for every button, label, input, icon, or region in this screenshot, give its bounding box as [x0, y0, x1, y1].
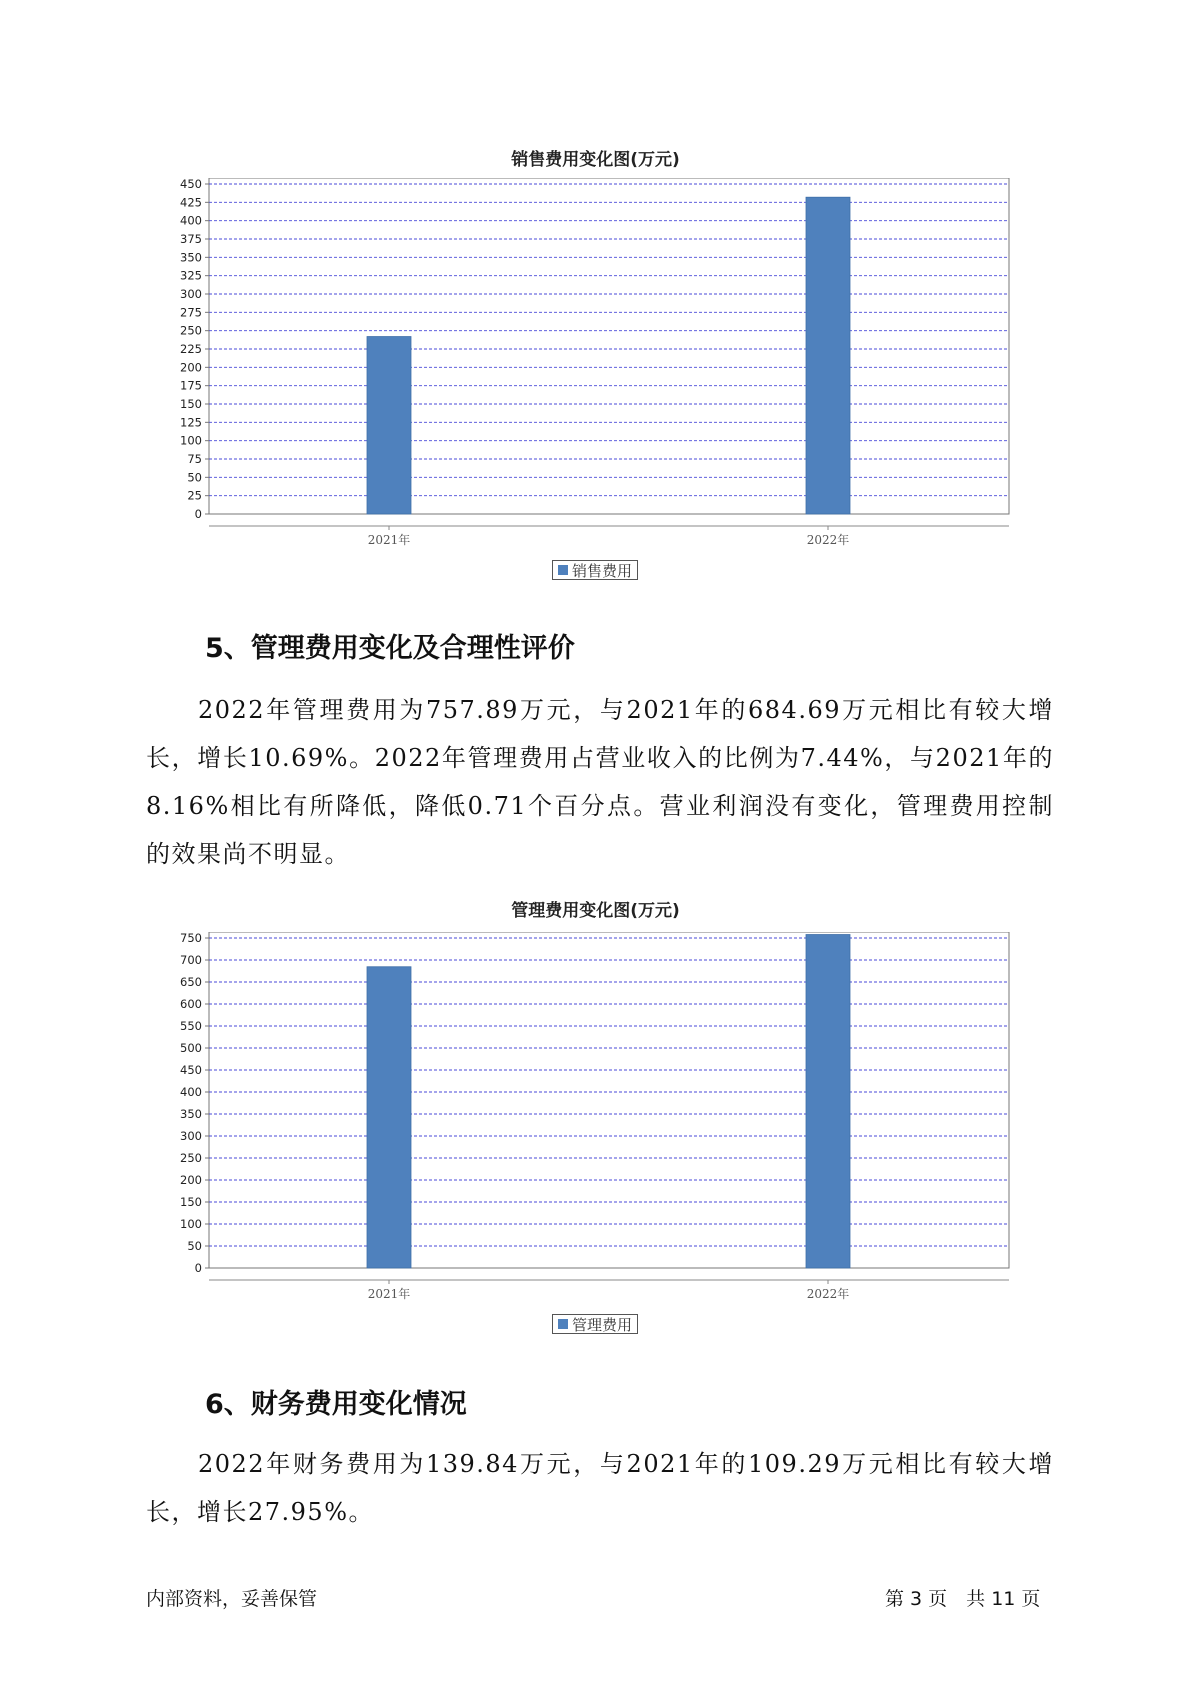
- y-tick-label: 50: [187, 470, 202, 485]
- section6-heading: 6、财务费用变化情况: [205, 1389, 467, 1420]
- chart2-legend: [552, 1314, 638, 1334]
- legend-swatch-icon: [558, 1319, 568, 1329]
- y-tick-label: 425: [180, 195, 202, 210]
- y-tick-label: 350: [180, 1107, 202, 1121]
- y-tick-label: 550: [180, 1019, 202, 1033]
- plot-area: [209, 178, 1009, 514]
- x-tick-label: 2022年: [806, 1287, 850, 1301]
- y-tick-label: 0: [194, 1261, 202, 1275]
- y-tick-label: 25: [187, 488, 202, 503]
- y-tick-label: 500: [180, 1041, 202, 1055]
- section5-heading: 5、管理费用变化及合理性评价: [205, 633, 575, 664]
- section5-paragraph: 2022年管理费用为757.89万元，与2021年的684.69万元相比有较大增长，增长10.69%。2022年管理费用占营业收入的比例为7.44%，与2021年的8.16%相比有所降低，降低0.71个百分点。营业利润没有变化，管理费用控制的效果尚不明显。: [146, 696, 1054, 868]
- y-tick-label: 250: [180, 1151, 202, 1165]
- footer-page-number: 第 3 页 共 11 页: [885, 1588, 1041, 1610]
- chart2-title: 管理费用变化图(万元): [511, 901, 680, 921]
- y-tick-label: 125: [180, 415, 202, 430]
- chart1-legend-label: 销售费用: [572, 561, 633, 580]
- footer-confidential-note: 内部资料，妥善保管: [146, 1588, 318, 1610]
- admin-expense-chart: [0, 932, 1191, 1304]
- chart1-title: 销售费用变化图(万元): [511, 150, 680, 170]
- y-tick-label: 450: [180, 1063, 202, 1077]
- y-tick-label: 350: [180, 250, 202, 265]
- y-tick-label: 400: [180, 1085, 202, 1099]
- y-tick-label: 750: [180, 932, 202, 945]
- y-tick-label: 0: [194, 507, 202, 521]
- y-tick-label: 700: [180, 953, 202, 967]
- bar-2022年: [806, 197, 850, 514]
- y-tick-label: 50: [187, 1239, 202, 1253]
- y-tick-label: 100: [180, 1217, 202, 1231]
- y-tick-label: 650: [180, 975, 202, 989]
- y-tick-label: 250: [180, 323, 202, 338]
- y-tick-label: 150: [180, 397, 202, 411]
- y-tick-label: 75: [187, 452, 202, 466]
- chart2-legend-label: 管理费用: [572, 1315, 633, 1334]
- bar-2021年: [367, 337, 411, 514]
- y-tick-label: 175: [180, 378, 202, 393]
- y-tick-label: 150: [180, 1195, 202, 1209]
- y-tick-label: 450: [180, 178, 202, 191]
- bar-2022年: [806, 935, 850, 1268]
- legend-swatch-icon: [558, 565, 568, 575]
- y-tick-label: 275: [180, 305, 202, 320]
- y-tick-label: 300: [180, 287, 202, 301]
- y-tick-label: 100: [180, 433, 202, 448]
- y-tick-label: 375: [180, 232, 202, 246]
- x-tick-label: 2021年: [367, 1287, 411, 1301]
- y-tick-label: 225: [180, 342, 202, 356]
- y-tick-label: 600: [180, 997, 202, 1011]
- x-tick-label: 2022年: [806, 533, 850, 547]
- bar-2021年: [367, 967, 411, 1268]
- sales-expense-chart: [0, 178, 1191, 550]
- y-tick-label: 300: [180, 1129, 202, 1143]
- y-tick-label: 200: [180, 1173, 202, 1187]
- section6-paragraph: 2022年财务费用为139.84万元，与2021年的109.29万元相比有较大增长，增长27.95%。: [146, 1450, 1054, 1526]
- chart1-legend: [552, 560, 638, 580]
- y-tick-label: 325: [180, 268, 202, 283]
- y-tick-label: 400: [180, 213, 202, 228]
- y-tick-label: 200: [180, 360, 202, 375]
- x-tick-label: 2021年: [367, 533, 411, 547]
